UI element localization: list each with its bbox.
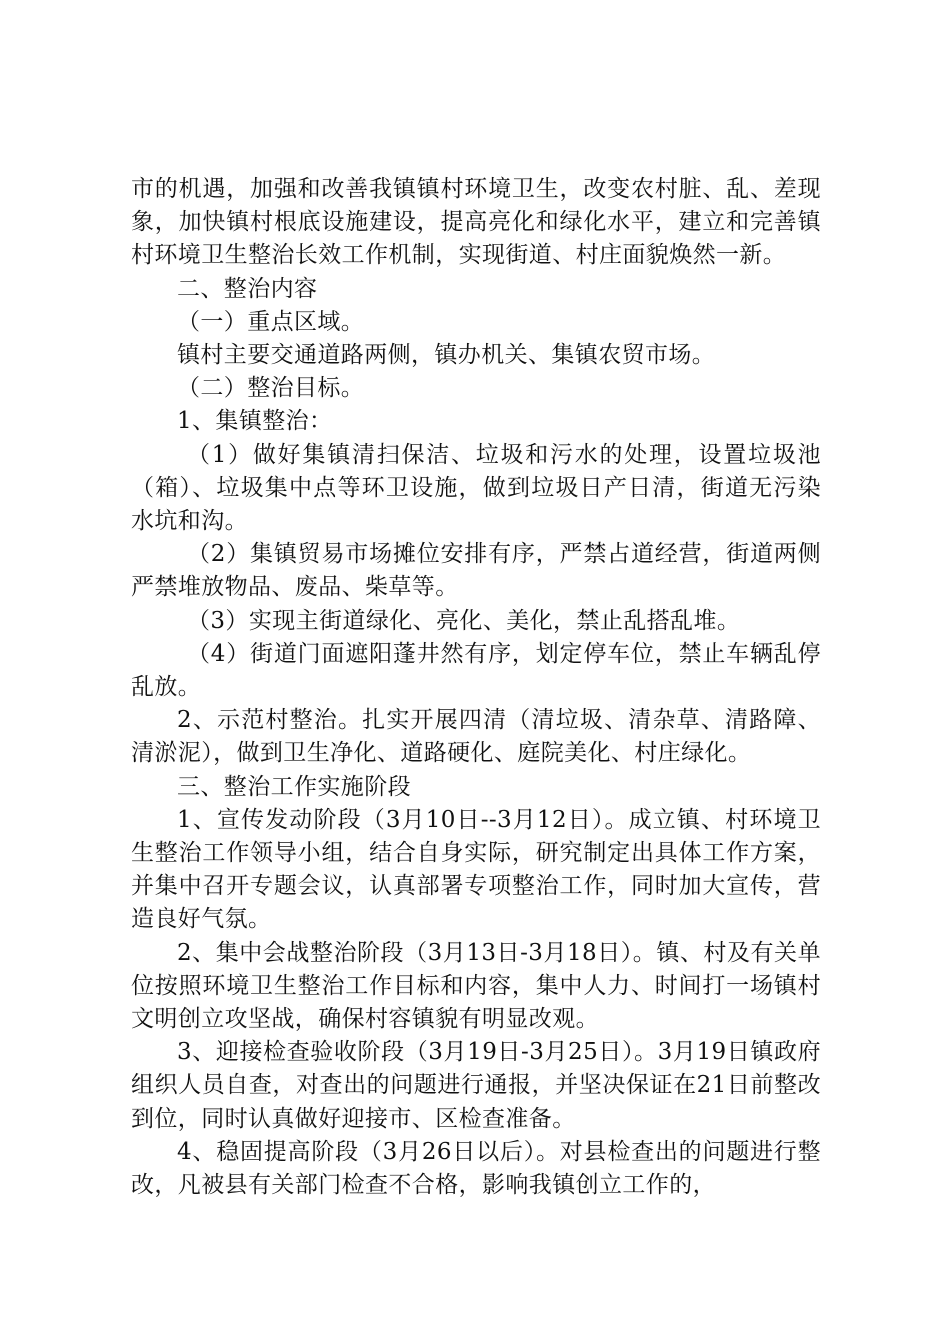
paragraph-stage-1: 1、宣传发动阶段（3月10日--3月12日）。成立镇、村环境卫生整治工作领导小组，结合自身实际，研究制定出具体工作方案，并集中召开专题会议，认真部署专项整治工作，同时加大宣传，营造良好气氛。	[131, 806, 821, 933]
list-item-2: （2）集镇贸易市场摊位安排有序，严禁占道经营，街道两侧严禁堆放物品、废品、柴草等。	[131, 541, 821, 601]
section-heading-implementation-stages: 三、整治工作实施阶段	[177, 773, 411, 800]
list-item-1: （1）做好集镇清扫保洁、垃圾和污水的处理，设置垃圾池（箱）、垃圾集中点等环卫设施，做到垃圾日产日清，街道无污染水坑和沟。	[131, 441, 821, 535]
paragraph-key-areas: 镇村主要交通道路两侧，镇办机关、集镇农贸市场。	[177, 342, 716, 369]
paragraph-stage-2: 2、集中会战整治阶段（3月13日-3月18日）。镇、村及有关单位按照环境卫生整治工作目标和内容，集中人力、时间打一场镇村文明创立攻坚战，确保村容镇貌有明显改观。	[131, 939, 821, 1033]
list-item-3: （3）实现主街道绿化、亮化、美化，禁止乱搭乱堆。	[187, 607, 741, 634]
list-item-4: （4）街道门面遮阳蓬井然有序，划定停车位，禁止车辆乱停乱放。	[131, 640, 821, 701]
paragraph-demo-village: 2、示范村整治。扎实开展四清（清垃圾、清杂草、清路障、清淤泥），做到卫生净化、道路硬化、庭院美化、村庄绿化。	[131, 707, 821, 767]
paragraph-intro-continued: 市的机遇，加强和改善我镇镇村环境卫生，改变农村脏、乱、差现象，加快镇村根底设施建设，提高亮化和绿化水平，建立和完善镇村环境卫生整治长效工作机制，实现街道、村庄面貌焕然一新。	[131, 176, 821, 269]
subheading-rectification-goals: （二）整治目标。	[177, 375, 365, 402]
subheading-town-rectification: 1、集镇整治：	[177, 408, 333, 435]
section-heading-rectification-content: 二、整治内容	[177, 275, 318, 302]
document-body	[131, 173, 821, 1202]
paragraph-stage-3: 3、迎接检查验收阶段（3月19日-3月25日）。3月19日镇政府组织人员自查，对查出的问题进行通报，并坚决保证在21日前整改到位，同时认真做好迎接市、区检查准备。	[131, 1039, 821, 1132]
paragraph-stage-4: 4、稳固提高阶段（3月26日以后）。对县检查出的问题进行整改，凡被县有关部门检查不合格，影响我镇创立工作的，	[131, 1138, 821, 1199]
subheading-key-areas: （一）重点区域。	[177, 308, 365, 335]
